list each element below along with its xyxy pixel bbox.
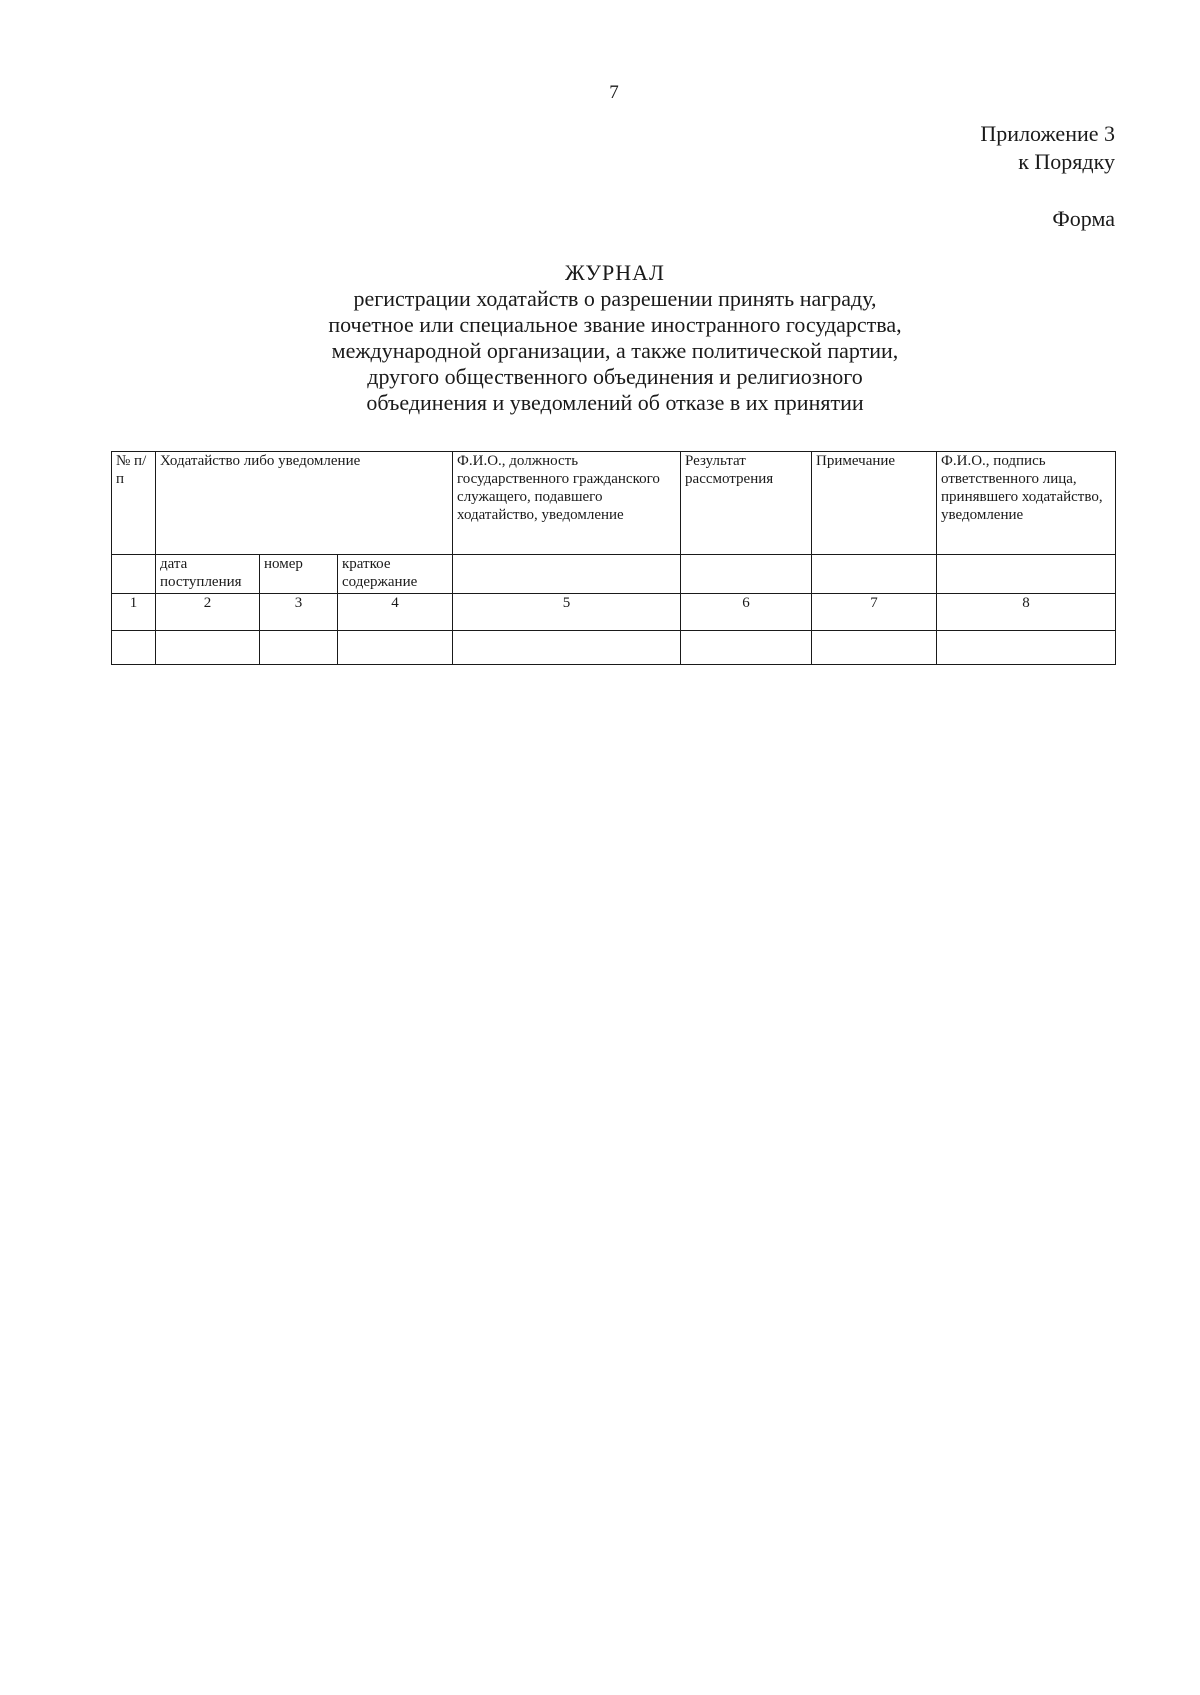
empty-table-row (112, 631, 1116, 665)
appendix-label (980, 120, 1115, 176)
header-num: № п/ п (112, 452, 156, 555)
journal-table (111, 451, 1116, 665)
header-fio-signature: Ф.И.О., подпись ответственного лица, принявшего ходатайство, уведомление (937, 452, 1116, 555)
subheader-date: дата поступления (156, 555, 260, 594)
document-title: ЖУРНАЛ (565, 260, 665, 285)
table-cell (453, 631, 681, 665)
subheader-number: номер (260, 555, 338, 594)
column-number: 8 (937, 594, 1116, 631)
table-cell (812, 631, 937, 665)
table-cell (112, 555, 156, 594)
column-number: 5 (453, 594, 681, 631)
header-fio-position: Ф.И.О., должность государственного гражданского служащего, подавшего ходатайство, уведомление (453, 452, 681, 555)
table-cell (681, 631, 812, 665)
table-cell (937, 555, 1116, 594)
column-number: 1 (112, 594, 156, 631)
page-number: 7 (609, 82, 619, 103)
subtitle-line: объединения и уведомлений об отказе в их принятии (366, 390, 864, 415)
subtitle-line: почетное или специальное звание иностранного государства, (328, 312, 902, 337)
column-number: 4 (338, 594, 453, 631)
table-cell (681, 555, 812, 594)
header-result: Результат рассмотрения (681, 452, 812, 555)
table-cell (338, 631, 453, 665)
column-number-row (112, 594, 1116, 631)
table-cell (112, 631, 156, 665)
column-number: 6 (681, 594, 812, 631)
form-label: Форма (1052, 206, 1115, 231)
table-cell (260, 631, 338, 665)
column-number: 2 (156, 594, 260, 631)
header-note: Примечание (812, 452, 937, 555)
column-number: 3 (260, 594, 338, 631)
header-petition: Ходатайство либо уведомление (156, 452, 453, 555)
table-cell (453, 555, 681, 594)
subtitle-line: международной организации, а также политической партии, (331, 338, 899, 363)
table-cell (812, 555, 937, 594)
appendix-line-2: к Порядку (1018, 149, 1115, 174)
subheader-summary: краткое содержание (338, 555, 453, 594)
table-subheader-row (112, 555, 1116, 594)
table-cell (937, 631, 1116, 665)
table-header-row (112, 452, 1116, 555)
title-block (165, 260, 1065, 416)
appendix-line-1: Приложение 3 (980, 121, 1115, 146)
table-cell (156, 631, 260, 665)
subtitle-line: другого общественного объединения и религиозного (367, 364, 863, 389)
column-number: 7 (812, 594, 937, 631)
subtitle-line: регистрации ходатайств о разрешении принять награду, (353, 286, 877, 311)
